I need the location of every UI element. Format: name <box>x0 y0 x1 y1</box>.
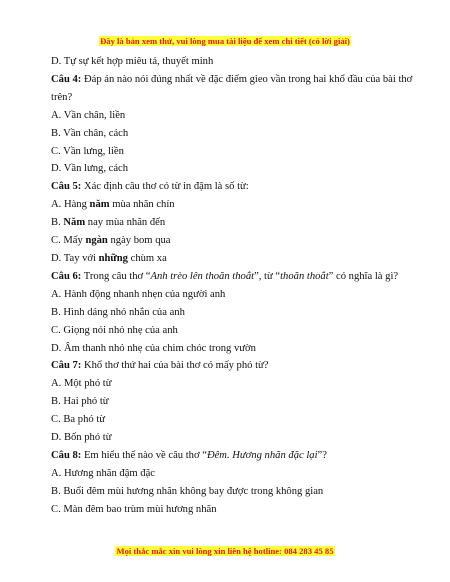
q7-option-c: C. Ba phó từ <box>51 414 106 426</box>
q8-option-a: A. Hương nhãn đậm đặc <box>51 467 156 479</box>
footer-banner <box>0 546 450 556</box>
q7-option-b: B. Hai phó từ <box>51 396 109 408</box>
q7-option-d: D. Bốn phó từ <box>51 432 112 444</box>
question-6-text-b: ”, từ “ <box>254 270 281 282</box>
q5-option-c-pre: C. Mấy <box>51 235 86 247</box>
question-5 <box>51 178 421 196</box>
question-5-label: Câu 5: <box>51 181 82 193</box>
q5-option-a-bold: năm <box>89 199 110 211</box>
question-6-label: Câu 6: <box>51 270 82 282</box>
question-4-text: Đáp án nào nói đúng nhất về đặc điểm gieo vần trong hai khổ đầu của bài thơ trên? <box>51 73 413 103</box>
question-6-quote: Anh trèo lên thoăn thoắt <box>150 270 255 282</box>
q4-option-d: D. Vần lưng, cách <box>51 163 129 175</box>
question-8 <box>51 447 421 465</box>
question-8-text-b: ”? <box>317 449 327 461</box>
q4-option-b: B. Vần chân, cách <box>51 127 129 139</box>
question-4-label: Câu 4: <box>51 73 82 85</box>
q5-option-c-bold: ngàn <box>85 235 108 247</box>
q5-option-b-pre: B. <box>51 217 64 229</box>
q5-option-d-bold: những <box>98 252 128 264</box>
question-7-label: Câu 7: <box>51 360 82 372</box>
q5-option-c <box>51 232 421 250</box>
question-7-text: Khổ thơ thứ hai của bài thơ có mấy phó từ? <box>81 360 269 372</box>
question-4 <box>51 71 421 107</box>
question-5-text: Xác định câu thơ có từ in đậm là số từ: <box>81 181 249 193</box>
footer-banner-text: Mọi thắc mắc xin vui lòng xin liên hệ hotline: 084 283 45 85 <box>116 546 334 556</box>
q7-option-a: A. Một phó từ <box>51 378 112 390</box>
q5-option-b-post: nay mùa nhãn đến <box>85 217 166 229</box>
q6-option-b: B. Hình dáng nhỏ nhắn của anh <box>51 306 185 318</box>
q5-option-b-bold: Năm <box>63 217 86 229</box>
q5-option-c-post: ngày bom qua <box>107 235 171 247</box>
q6-option-d: D. Âm thanh nhỏ nhẹ của chim chóc trong vườn <box>51 342 256 354</box>
header-banner-text: Đây là bản xem thử, vui lòng mua tài liệu để xem chi tiết (có lời giải) <box>100 36 350 46</box>
q6-option-a: A. Hành động nhanh nhẹn của người anh <box>51 288 226 300</box>
q5-option-a-post: mùa nhãn chín <box>109 199 175 211</box>
question-6 <box>51 268 421 286</box>
question-6-word: thoăn thoắt <box>280 270 329 282</box>
q5-option-a <box>51 196 421 214</box>
question-8-quote: Đêm. Hương nhãn đặc lại <box>206 449 318 461</box>
q5-option-d-pre: D. Tay với <box>51 252 99 264</box>
question-content <box>51 53 421 519</box>
q6-option-c: C. Giọng nói nhỏ nhẹ của anh <box>51 324 178 336</box>
q5-option-a-pre: A. Hàng <box>51 199 90 211</box>
q5-option-d <box>51 250 421 268</box>
question-8-text-a: Em hiểu thế nào về câu thơ “ <box>81 449 207 461</box>
q8-option-b: B. Buổi đêm mùi hương nhãn không bay được trong không gian <box>51 485 324 497</box>
question-6-text-c: ” có nghĩa là gì? <box>328 270 399 282</box>
header-banner <box>0 36 450 46</box>
question-8-label: Câu 8: <box>51 449 82 461</box>
q8-option-c: C. Màn đêm bao trùm mùi hương nhãn <box>51 503 217 515</box>
q5-option-b <box>51 214 421 232</box>
previous-option: D. Tự sự kết hợp miêu tả, thuyết minh <box>51 56 214 67</box>
q5-option-d-post: chùm xa <box>127 252 167 264</box>
question-7 <box>51 357 421 375</box>
q4-option-a: A. Vần chân, liền <box>51 109 126 121</box>
question-6-text-a: Trong câu thơ “ <box>81 270 151 282</box>
q4-option-c: C. Vần lưng, liền <box>51 145 124 157</box>
